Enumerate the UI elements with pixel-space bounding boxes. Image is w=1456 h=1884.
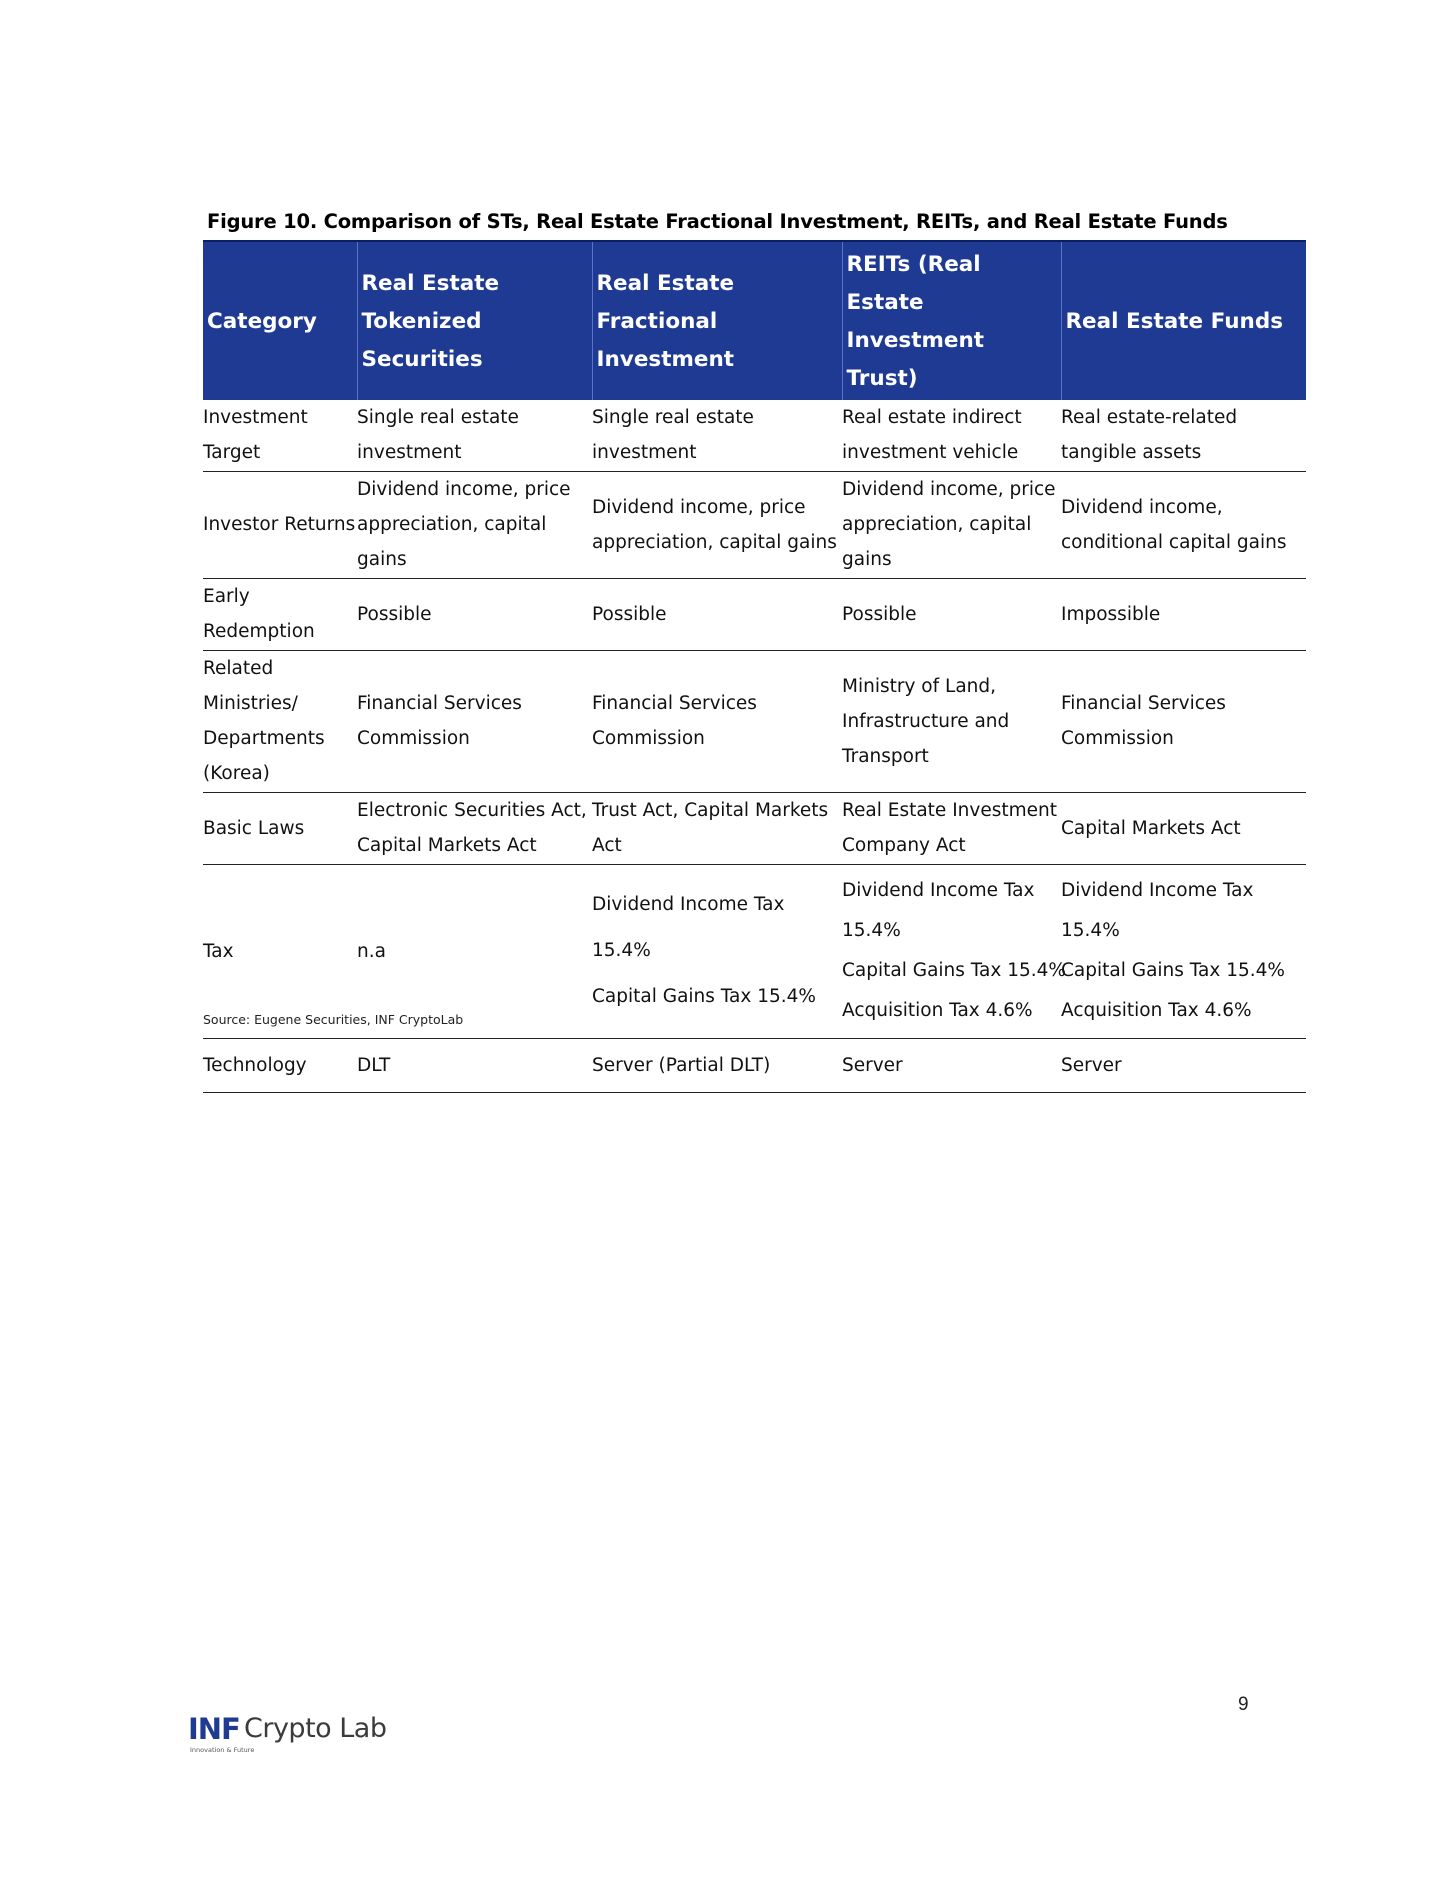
table-row xyxy=(203,472,1306,579)
table-cell: Possible xyxy=(357,579,592,651)
table-cell: Financial Services Commission xyxy=(592,651,842,793)
tax-cell xyxy=(1061,865,1306,1039)
tax-cell xyxy=(592,865,842,1039)
table-cell: Real Estate Investment Company Act xyxy=(842,793,1061,865)
row-category: Investor Returns xyxy=(203,472,357,579)
page-number: 9 xyxy=(1238,1694,1249,1715)
acquisition-tax: Acquisition Tax 4.6% xyxy=(1061,1000,1252,1021)
tax-cell xyxy=(842,865,1066,1039)
dividend-tax-label: Dividend Income Tax xyxy=(842,880,1035,901)
capital-gains-tax: Capital Gains Tax 15.4% xyxy=(1061,960,1285,981)
dividend-tax-rate: 15.4% xyxy=(592,940,651,961)
acquisition-tax: Acquisition Tax 4.6% xyxy=(842,1000,1033,1021)
table-row xyxy=(203,400,1306,472)
table-cell: Single real estate investment xyxy=(592,400,842,472)
table-cell: Trust Act, Capital Markets Act xyxy=(592,793,842,865)
table-cell: Dividend income, conditional capital gains xyxy=(1061,472,1306,579)
row-category: Early Redemption xyxy=(203,579,357,651)
table-row xyxy=(203,793,1306,865)
table-header-row xyxy=(203,241,1306,400)
header-real-estate-funds: Real Estate Funds xyxy=(1061,241,1306,400)
table-cell: Financial Services Commission xyxy=(357,651,592,793)
table-cell: Possible xyxy=(842,579,1061,651)
table-cell: Single real estate investment xyxy=(357,400,592,472)
table-cell: Dividend income, price appreciation, capital gains xyxy=(592,472,842,579)
table-cell: Real estate indirect investment vehicle xyxy=(842,400,1061,472)
table-cell: Financial Services Commission xyxy=(1061,651,1306,793)
table-cell: Real estate-related tangible assets xyxy=(1061,400,1306,472)
dividend-tax-rate: 15.4% xyxy=(1061,920,1120,941)
capital-gains-tax: Capital Gains Tax 15.4% xyxy=(592,986,816,1007)
logo-tagline: Innovation & Future xyxy=(190,1746,255,1754)
logo-name: Crypto Lab xyxy=(244,1713,387,1744)
table-cell: Server xyxy=(1061,1039,1306,1093)
figure-title: Figure 10. Comparison of STs, Real Estate Fractional Investment, REITs, and Real Estate Funds xyxy=(207,210,1228,233)
table-row xyxy=(203,651,1306,793)
table-row xyxy=(203,579,1306,651)
header-category: Category xyxy=(207,309,317,334)
logo-mark: INF xyxy=(188,1712,240,1746)
row-category: Investment Target xyxy=(203,400,357,472)
header-reits: REITs (Real Estate Investment Trust) xyxy=(842,241,1061,400)
row-category: Basic Laws xyxy=(203,793,357,865)
table-row xyxy=(203,1039,1306,1093)
table-cell: Server xyxy=(842,1039,1061,1093)
table-cell: Ministry of Land, Infrastructure and Transport xyxy=(842,651,1061,793)
inf-cryptolab-logo xyxy=(188,1712,388,1758)
table-cell: Impossible xyxy=(1061,579,1306,651)
row-category: Related Ministries/ Departments (Korea) xyxy=(203,651,357,793)
table-cell: Dividend income, price appreciation, capital gains xyxy=(357,472,592,579)
header-fractional-investment: Real Estate Fractional Investment xyxy=(592,241,842,400)
source-note: Source: Eugene Securities, INF CryptoLab xyxy=(203,1012,464,1027)
comparison-table xyxy=(203,240,1306,1093)
table-cell: n.a xyxy=(357,865,592,1039)
table-cell: Server (Partial DLT) xyxy=(592,1039,842,1093)
capital-gains-tax: Capital Gains Tax 15.4% xyxy=(842,960,1066,981)
table-cell: DLT xyxy=(357,1039,592,1093)
dividend-tax-rate: 15.4% xyxy=(842,920,901,941)
dividend-tax-label: Dividend Income Tax xyxy=(592,894,785,915)
dividend-tax-label: Dividend Income Tax xyxy=(1061,880,1254,901)
table-cell: Electronic Securities Act, Capital Markets Act xyxy=(357,793,592,865)
table-cell: Capital Markets Act xyxy=(1061,793,1306,865)
table-cell: Possible xyxy=(592,579,842,651)
row-category: Tax xyxy=(203,865,357,1039)
header-tokenized-securities: Real Estate Tokenized Securities xyxy=(357,241,592,400)
row-category: Technology xyxy=(203,1039,357,1093)
table-cell: Dividend income, price appreciation, capital gains xyxy=(842,472,1061,579)
